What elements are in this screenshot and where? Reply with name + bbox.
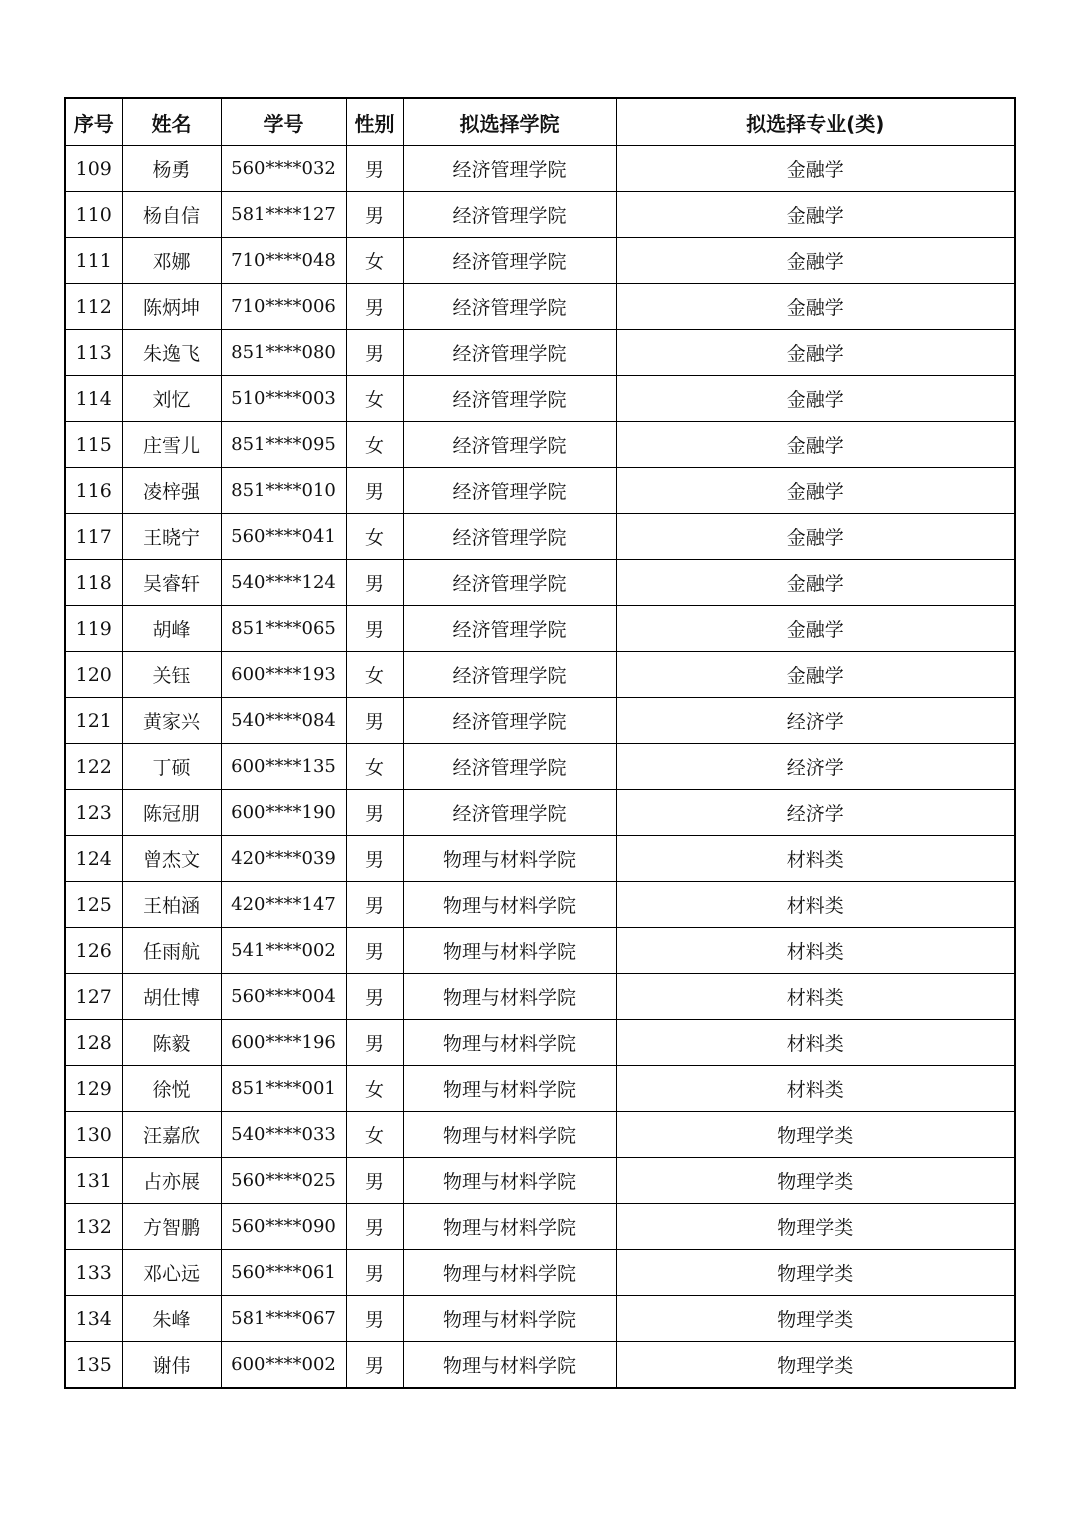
table-row (65, 514, 1015, 560)
cell-major: 金融学 (616, 376, 1015, 422)
cell-name: 朱逸飞 (122, 330, 221, 376)
cell-student-id: 420****147 (221, 882, 346, 928)
cell-serial: 110 (65, 192, 122, 238)
cell-serial: 112 (65, 284, 122, 330)
cell-major: 金融学 (616, 192, 1015, 238)
cell-student-id: 851****065 (221, 606, 346, 652)
cell-major: 材料类 (616, 1066, 1015, 1112)
cell-name: 杨勇 (122, 146, 221, 192)
table-row (65, 606, 1015, 652)
cell-student-id: 851****010 (221, 468, 346, 514)
table-row (65, 330, 1015, 376)
cell-gender: 男 (346, 146, 403, 192)
cell-college: 物理与材料学院 (403, 928, 616, 974)
cell-serial: 109 (65, 146, 122, 192)
cell-gender: 男 (346, 1204, 403, 1250)
cell-college: 经济管理学院 (403, 146, 616, 192)
cell-serial: 129 (65, 1066, 122, 1112)
cell-college: 物理与材料学院 (403, 974, 616, 1020)
cell-name: 杨自信 (122, 192, 221, 238)
cell-student-id: 710****048 (221, 238, 346, 284)
cell-name: 占亦展 (122, 1158, 221, 1204)
cell-name: 陈毅 (122, 1020, 221, 1066)
cell-college: 物理与材料学院 (403, 1250, 616, 1296)
table-row (65, 974, 1015, 1020)
cell-serial: 125 (65, 882, 122, 928)
cell-name: 庄雪儿 (122, 422, 221, 468)
cell-major: 经济学 (616, 698, 1015, 744)
header-college: 拟选择学院 (403, 98, 616, 146)
cell-student-id: 851****080 (221, 330, 346, 376)
cell-gender: 女 (346, 238, 403, 284)
cell-student-id: 560****090 (221, 1204, 346, 1250)
cell-college: 物理与材料学院 (403, 1112, 616, 1158)
cell-serial: 115 (65, 422, 122, 468)
table-row (65, 1204, 1015, 1250)
header-name: 姓名 (122, 98, 221, 146)
table-row (65, 1296, 1015, 1342)
cell-gender: 女 (346, 1066, 403, 1112)
cell-major: 材料类 (616, 928, 1015, 974)
cell-student-id: 420****039 (221, 836, 346, 882)
cell-student-id: 600****135 (221, 744, 346, 790)
cell-gender: 男 (346, 1342, 403, 1389)
cell-gender: 男 (346, 698, 403, 744)
cell-gender: 男 (346, 1250, 403, 1296)
cell-name: 徐悦 (122, 1066, 221, 1112)
cell-major: 材料类 (616, 1020, 1015, 1066)
cell-student-id: 540****033 (221, 1112, 346, 1158)
cell-gender: 男 (346, 284, 403, 330)
cell-serial: 116 (65, 468, 122, 514)
cell-gender: 女 (346, 744, 403, 790)
cell-serial: 113 (65, 330, 122, 376)
cell-name: 胡仕博 (122, 974, 221, 1020)
cell-serial: 119 (65, 606, 122, 652)
cell-gender: 男 (346, 790, 403, 836)
cell-serial: 111 (65, 238, 122, 284)
cell-gender: 女 (346, 376, 403, 422)
header-serial: 序号 (65, 98, 122, 146)
cell-major: 金融学 (616, 284, 1015, 330)
header-student-id: 学号 (221, 98, 346, 146)
cell-student-id: 540****084 (221, 698, 346, 744)
cell-serial: 134 (65, 1296, 122, 1342)
cell-college: 经济管理学院 (403, 560, 616, 606)
cell-name: 胡峰 (122, 606, 221, 652)
cell-serial: 114 (65, 376, 122, 422)
cell-college: 经济管理学院 (403, 422, 616, 468)
cell-name: 王柏涵 (122, 882, 221, 928)
cell-major: 金融学 (616, 606, 1015, 652)
cell-serial: 120 (65, 652, 122, 698)
cell-major: 金融学 (616, 330, 1015, 376)
cell-gender: 男 (346, 974, 403, 1020)
cell-major: 材料类 (616, 974, 1015, 1020)
cell-college: 经济管理学院 (403, 514, 616, 560)
table-row (65, 560, 1015, 606)
cell-major: 经济学 (616, 744, 1015, 790)
cell-student-id: 600****190 (221, 790, 346, 836)
cell-gender: 男 (346, 606, 403, 652)
cell-college: 经济管理学院 (403, 652, 616, 698)
table-row (65, 146, 1015, 192)
cell-college: 经济管理学院 (403, 468, 616, 514)
cell-serial: 126 (65, 928, 122, 974)
table-row (65, 790, 1015, 836)
cell-gender: 男 (346, 882, 403, 928)
cell-serial: 124 (65, 836, 122, 882)
table-row (65, 422, 1015, 468)
table-row (65, 1020, 1015, 1066)
student-roster-table (64, 97, 1016, 1389)
cell-student-id: 540****124 (221, 560, 346, 606)
cell-name: 曾杰文 (122, 836, 221, 882)
cell-major: 物理学类 (616, 1342, 1015, 1389)
cell-name: 任雨航 (122, 928, 221, 974)
cell-college: 经济管理学院 (403, 192, 616, 238)
cell-name: 陈冠朋 (122, 790, 221, 836)
cell-student-id: 560****041 (221, 514, 346, 560)
cell-serial: 130 (65, 1112, 122, 1158)
cell-gender: 男 (346, 1020, 403, 1066)
cell-student-id: 600****002 (221, 1342, 346, 1389)
cell-college: 经济管理学院 (403, 606, 616, 652)
table-row (65, 468, 1015, 514)
table-row (65, 744, 1015, 790)
cell-major: 材料类 (616, 882, 1015, 928)
cell-student-id: 510****003 (221, 376, 346, 422)
cell-student-id: 600****196 (221, 1020, 346, 1066)
cell-major: 物理学类 (616, 1112, 1015, 1158)
cell-student-id: 560****032 (221, 146, 346, 192)
cell-gender: 女 (346, 1112, 403, 1158)
table-row (65, 1112, 1015, 1158)
cell-major: 金融学 (616, 146, 1015, 192)
cell-major: 金融学 (616, 238, 1015, 284)
cell-serial: 133 (65, 1250, 122, 1296)
cell-name: 吴睿轩 (122, 560, 221, 606)
cell-college: 经济管理学院 (403, 698, 616, 744)
cell-student-id: 560****061 (221, 1250, 346, 1296)
cell-name: 朱峰 (122, 1296, 221, 1342)
cell-college: 物理与材料学院 (403, 1020, 616, 1066)
table-row (65, 238, 1015, 284)
cell-major: 物理学类 (616, 1296, 1015, 1342)
cell-student-id: 710****006 (221, 284, 346, 330)
cell-college: 经济管理学院 (403, 330, 616, 376)
table-row (65, 1158, 1015, 1204)
cell-student-id: 851****095 (221, 422, 346, 468)
table-row (65, 928, 1015, 974)
cell-name: 丁硕 (122, 744, 221, 790)
cell-name: 谢伟 (122, 1342, 221, 1389)
cell-serial: 131 (65, 1158, 122, 1204)
cell-major: 金融学 (616, 468, 1015, 514)
cell-gender: 男 (346, 928, 403, 974)
cell-serial: 117 (65, 514, 122, 560)
cell-serial: 127 (65, 974, 122, 1020)
cell-name: 王晓宁 (122, 514, 221, 560)
cell-name: 关钰 (122, 652, 221, 698)
cell-gender: 男 (346, 468, 403, 514)
cell-college: 经济管理学院 (403, 744, 616, 790)
cell-gender: 女 (346, 652, 403, 698)
header-gender: 性别 (346, 98, 403, 146)
table-row (65, 882, 1015, 928)
cell-college: 经济管理学院 (403, 790, 616, 836)
table-row (65, 284, 1015, 330)
table-row (65, 698, 1015, 744)
cell-major: 金融学 (616, 514, 1015, 560)
cell-college: 物理与材料学院 (403, 1296, 616, 1342)
table-row (65, 836, 1015, 882)
cell-serial: 122 (65, 744, 122, 790)
cell-gender: 男 (346, 836, 403, 882)
cell-gender: 男 (346, 1296, 403, 1342)
cell-serial: 121 (65, 698, 122, 744)
cell-name: 刘忆 (122, 376, 221, 422)
header-row (65, 98, 1015, 146)
cell-major: 物理学类 (616, 1204, 1015, 1250)
cell-major: 物理学类 (616, 1250, 1015, 1296)
cell-name: 邓娜 (122, 238, 221, 284)
cell-serial: 123 (65, 790, 122, 836)
cell-college: 物理与材料学院 (403, 1342, 616, 1389)
cell-gender: 男 (346, 330, 403, 376)
cell-college: 物理与材料学院 (403, 882, 616, 928)
cell-name: 陈炳坤 (122, 284, 221, 330)
cell-college: 物理与材料学院 (403, 1066, 616, 1112)
cell-student-id: 581****127 (221, 192, 346, 238)
cell-serial: 128 (65, 1020, 122, 1066)
cell-major: 金融学 (616, 560, 1015, 606)
table-row (65, 1066, 1015, 1112)
cell-major: 金融学 (616, 422, 1015, 468)
cell-college: 物理与材料学院 (403, 836, 616, 882)
table-body (65, 146, 1015, 1389)
cell-student-id: 560****004 (221, 974, 346, 1020)
cell-college: 经济管理学院 (403, 376, 616, 422)
cell-serial: 118 (65, 560, 122, 606)
cell-gender: 男 (346, 560, 403, 606)
cell-college: 物理与材料学院 (403, 1204, 616, 1250)
header-major: 拟选择专业(类) (616, 98, 1015, 146)
cell-college: 物理与材料学院 (403, 1158, 616, 1204)
cell-student-id: 560****025 (221, 1158, 346, 1204)
cell-college: 经济管理学院 (403, 284, 616, 330)
cell-gender: 女 (346, 422, 403, 468)
table-header (65, 98, 1015, 146)
cell-student-id: 600****193 (221, 652, 346, 698)
cell-major: 物理学类 (616, 1158, 1015, 1204)
cell-name: 邓心远 (122, 1250, 221, 1296)
table-row (65, 376, 1015, 422)
cell-major: 材料类 (616, 836, 1015, 882)
table-row (65, 1250, 1015, 1296)
cell-major: 经济学 (616, 790, 1015, 836)
cell-student-id: 541****002 (221, 928, 346, 974)
table-row (65, 192, 1015, 238)
table-row (65, 1342, 1015, 1389)
cell-student-id: 851****001 (221, 1066, 346, 1112)
cell-name: 黄家兴 (122, 698, 221, 744)
cell-name: 方智鹏 (122, 1204, 221, 1250)
cell-name: 汪嘉欣 (122, 1112, 221, 1158)
cell-major: 金融学 (616, 652, 1015, 698)
cell-college: 经济管理学院 (403, 238, 616, 284)
cell-student-id: 581****067 (221, 1296, 346, 1342)
cell-serial: 135 (65, 1342, 122, 1389)
table-row (65, 652, 1015, 698)
cell-gender: 男 (346, 1158, 403, 1204)
cell-serial: 132 (65, 1204, 122, 1250)
cell-gender: 女 (346, 514, 403, 560)
cell-name: 凌梓强 (122, 468, 221, 514)
cell-gender: 男 (346, 192, 403, 238)
